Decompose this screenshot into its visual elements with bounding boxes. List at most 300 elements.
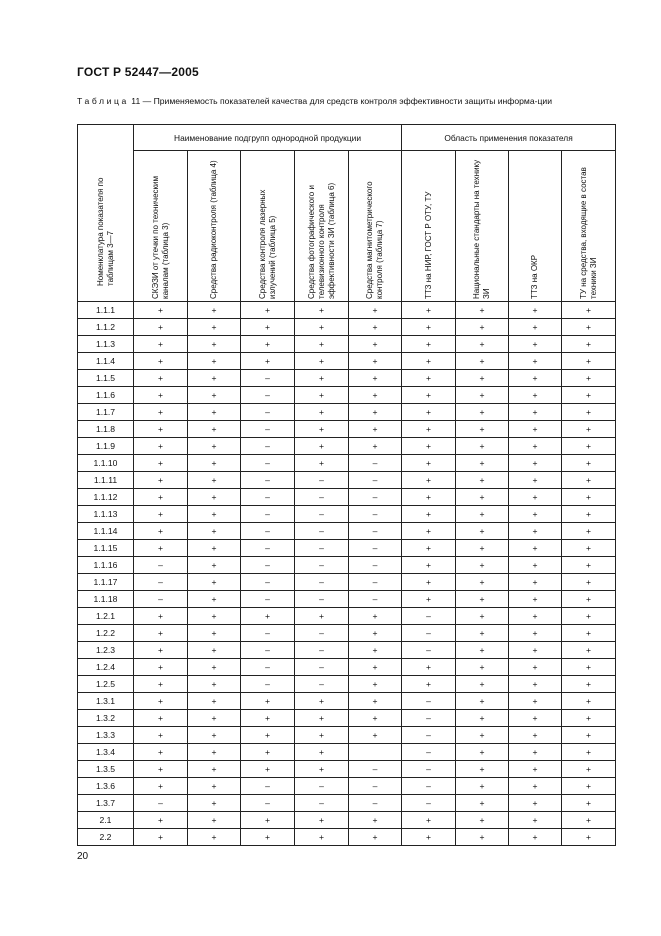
- table-cell: +: [562, 455, 616, 472]
- table-row: [78, 693, 616, 710]
- table-cell: +: [134, 676, 188, 693]
- table-cell: –: [241, 438, 295, 455]
- table-cell: +: [456, 319, 509, 336]
- table-cell: +: [509, 812, 562, 829]
- row-id-cell: 1.1.11: [78, 472, 134, 489]
- table-cell: +: [456, 744, 509, 761]
- table-cell: –: [349, 761, 402, 778]
- table-row: [78, 489, 616, 506]
- group-header-application: Область применения показателя: [402, 125, 616, 151]
- table-cell: –: [241, 370, 295, 387]
- table-cell: +: [188, 710, 241, 727]
- table-cell: +: [188, 727, 241, 744]
- table-cell: +: [509, 472, 562, 489]
- table-cell: –: [349, 523, 402, 540]
- row-id-cell: 1.1.10: [78, 455, 134, 472]
- table-cell: –: [349, 472, 402, 489]
- column-header-label: ТУ на средства, входящие в состав техники ЗИ: [578, 167, 598, 299]
- table-cell: +: [188, 812, 241, 829]
- table-cell: +: [134, 489, 188, 506]
- table-cell: +: [562, 608, 616, 625]
- table-cell: +: [509, 591, 562, 608]
- table-cell: +: [456, 693, 509, 710]
- table-cell: +: [349, 659, 402, 676]
- table-cell: –: [134, 574, 188, 591]
- table-cell: –: [241, 387, 295, 404]
- caption-number: 11: [131, 96, 141, 106]
- table-cell: +: [509, 421, 562, 438]
- row-id-cell: 1.1.4: [78, 353, 134, 370]
- table-cell: –: [295, 795, 349, 812]
- table-row: [78, 387, 616, 404]
- table-cell: –: [241, 489, 295, 506]
- table-cell: –: [349, 506, 402, 523]
- table-cell: +: [349, 387, 402, 404]
- table-cell: +: [456, 404, 509, 421]
- table-cell: +: [134, 472, 188, 489]
- row-id-cell: 1.1.8: [78, 421, 134, 438]
- table-row: [78, 591, 616, 608]
- table-row: [78, 778, 616, 795]
- table-cell: +: [188, 557, 241, 574]
- table-row: [78, 829, 616, 846]
- table-cell: +: [562, 642, 616, 659]
- table-cell: +: [562, 404, 616, 421]
- table-cell: +: [402, 370, 456, 387]
- table-cell: –: [241, 523, 295, 540]
- table-cell: +: [562, 727, 616, 744]
- table-row: [78, 710, 616, 727]
- table-cell: +: [456, 557, 509, 574]
- table-row: [78, 540, 616, 557]
- row-id-cell: 1.1.14: [78, 523, 134, 540]
- table-row: [78, 659, 616, 676]
- column-header: [402, 151, 456, 302]
- table-cell: +: [188, 744, 241, 761]
- table-cell: –: [295, 778, 349, 795]
- table-cell: +: [509, 455, 562, 472]
- table-cell: –: [402, 625, 456, 642]
- table-cell: +: [562, 761, 616, 778]
- table-row: [78, 506, 616, 523]
- table-cell: +: [509, 659, 562, 676]
- table-cell: –: [134, 557, 188, 574]
- table-cell: +: [402, 557, 456, 574]
- table-row: [78, 812, 616, 829]
- table-cell: +: [349, 829, 402, 846]
- table-row: [78, 404, 616, 421]
- table-cell: +: [456, 710, 509, 727]
- table-cell: +: [134, 387, 188, 404]
- table-cell: –: [402, 608, 456, 625]
- table-row: [78, 353, 616, 370]
- table-cell: +: [456, 591, 509, 608]
- table-cell: +: [562, 472, 616, 489]
- table-cell: +: [509, 608, 562, 625]
- table-cell: +: [188, 319, 241, 336]
- table-cell: +: [456, 659, 509, 676]
- row-id-cell: 1.1.12: [78, 489, 134, 506]
- table-cell: +: [134, 455, 188, 472]
- table-cell: +: [134, 353, 188, 370]
- table-row: [78, 642, 616, 659]
- table-cell: –: [295, 659, 349, 676]
- table-cell: –: [349, 489, 402, 506]
- table-cell: –: [295, 625, 349, 642]
- table-cell: –: [295, 489, 349, 506]
- table-cell: +: [402, 489, 456, 506]
- table-cell: +: [134, 540, 188, 557]
- row-id-cell: 2.2: [78, 829, 134, 846]
- table-cell: +: [134, 506, 188, 523]
- table-cell: +: [562, 795, 616, 812]
- table-row: [78, 438, 616, 455]
- table-cell: +: [295, 710, 349, 727]
- table-cell: +: [349, 625, 402, 642]
- table-cell: –: [349, 591, 402, 608]
- table-cell: +: [241, 608, 295, 625]
- table-cell: +: [562, 438, 616, 455]
- table-cell: +: [509, 404, 562, 421]
- table-cell: –: [241, 421, 295, 438]
- table-cell: +: [562, 778, 616, 795]
- table-cell: +: [456, 540, 509, 557]
- table-cell: +: [188, 574, 241, 591]
- table-cell: –: [295, 642, 349, 659]
- table-cell: –: [241, 659, 295, 676]
- table-cell: +: [456, 387, 509, 404]
- table-cell: +: [509, 693, 562, 710]
- table-cell: +: [188, 370, 241, 387]
- table-cell: –: [349, 455, 402, 472]
- table-cell: +: [134, 421, 188, 438]
- table-cell: +: [134, 523, 188, 540]
- table-cell: +: [509, 319, 562, 336]
- table-cell: +: [188, 438, 241, 455]
- table-row: [78, 761, 616, 778]
- table-cell: +: [402, 676, 456, 693]
- table-cell: +: [456, 761, 509, 778]
- table-cell: +: [188, 693, 241, 710]
- table-cell: –: [402, 710, 456, 727]
- row-id-cell: 1.1.7: [78, 404, 134, 421]
- table-cell: +: [295, 455, 349, 472]
- table-cell: +: [402, 574, 456, 591]
- table-cell: +: [456, 506, 509, 523]
- table-cell: –: [134, 795, 188, 812]
- table-cell: +: [188, 778, 241, 795]
- table-cell: +: [134, 659, 188, 676]
- table-cell: +: [134, 642, 188, 659]
- document-code: ГОСТ Р 52447—2005: [77, 65, 199, 79]
- table-cell: –: [134, 591, 188, 608]
- table-cell: +: [134, 812, 188, 829]
- table-cell: +: [456, 642, 509, 659]
- table-cell: +: [456, 829, 509, 846]
- table-cell: +: [562, 557, 616, 574]
- table-cell: +: [456, 523, 509, 540]
- row-id-cell: 1.1.2: [78, 319, 134, 336]
- table-cell: –: [295, 574, 349, 591]
- table-cell: +: [134, 370, 188, 387]
- table-cell: +: [402, 540, 456, 557]
- column-header: [241, 151, 295, 302]
- table-row: [78, 676, 616, 693]
- table-cell: +: [241, 744, 295, 761]
- table-row: [78, 625, 616, 642]
- table-row: [78, 574, 616, 591]
- table-cell: +: [349, 676, 402, 693]
- table-cell: +: [402, 812, 456, 829]
- table-cell: +: [456, 370, 509, 387]
- row-id-cell: 2.1: [78, 812, 134, 829]
- table-cell: +: [402, 659, 456, 676]
- column-header-label: Средства магнитометрического контроля (таблица 7): [365, 181, 385, 299]
- table-cell: +: [456, 421, 509, 438]
- table-cell: –: [295, 540, 349, 557]
- table-cell: +: [349, 421, 402, 438]
- table-cell: +: [134, 829, 188, 846]
- group-header-products: Наименование подгрупп однородной продукции: [134, 125, 402, 151]
- table-cell: +: [295, 336, 349, 353]
- table-cell: +: [509, 506, 562, 523]
- table-cell: +: [509, 353, 562, 370]
- column-header-label: Средства контроля лазерных излучений (таблица 5): [257, 189, 277, 299]
- table-cell: +: [456, 812, 509, 829]
- row-id-cell: 1.1.17: [78, 574, 134, 591]
- table-row: [78, 421, 616, 438]
- table-cell: +: [402, 455, 456, 472]
- table-cell: +: [241, 693, 295, 710]
- table-cell: +: [562, 693, 616, 710]
- row-id-cell: 1.3.7: [78, 795, 134, 812]
- table-cell: –: [349, 557, 402, 574]
- table-cell: +: [295, 404, 349, 421]
- row-id-cell: 1.1.16: [78, 557, 134, 574]
- table-cell: –: [295, 557, 349, 574]
- table-cell: +: [562, 336, 616, 353]
- table-cell: +: [509, 489, 562, 506]
- table-cell: –: [241, 472, 295, 489]
- table-cell: +: [562, 625, 616, 642]
- table-cell: +: [349, 302, 402, 319]
- table-cell: +: [509, 710, 562, 727]
- table-cell: +: [509, 744, 562, 761]
- table-cell: +: [241, 812, 295, 829]
- row-id-cell: 1.2.2: [78, 625, 134, 642]
- table-cell: +: [509, 557, 562, 574]
- table-cell: –: [241, 642, 295, 659]
- table-cell: –: [402, 727, 456, 744]
- table-cell: +: [509, 727, 562, 744]
- table-cell: +: [402, 523, 456, 540]
- table-cell: +: [562, 574, 616, 591]
- table-cell: +: [349, 353, 402, 370]
- table-cell: +: [562, 370, 616, 387]
- table-cell: +: [402, 421, 456, 438]
- table-cell: –: [402, 761, 456, 778]
- table-cell: +: [349, 693, 402, 710]
- table-cell: –: [241, 625, 295, 642]
- table-cell: +: [402, 336, 456, 353]
- table-cell: +: [456, 472, 509, 489]
- table-cell: +: [188, 302, 241, 319]
- table-cell: –: [241, 404, 295, 421]
- column-header: [188, 151, 241, 302]
- table-cell: +: [349, 727, 402, 744]
- table-cell: +: [456, 608, 509, 625]
- row-id-cell: 1.1.5: [78, 370, 134, 387]
- column-header: [456, 151, 509, 302]
- table-cell: –: [241, 506, 295, 523]
- table-cell: +: [562, 387, 616, 404]
- table-cell: –: [402, 693, 456, 710]
- table-cell: –: [349, 540, 402, 557]
- table-cell: +: [402, 472, 456, 489]
- row-id-cell: 1.1.9: [78, 438, 134, 455]
- column-header: [134, 151, 188, 302]
- table-cell: +: [134, 710, 188, 727]
- table-cell: –: [349, 778, 402, 795]
- table-row: [78, 455, 616, 472]
- table-cell: +: [509, 302, 562, 319]
- table-cell: +: [295, 727, 349, 744]
- table-cell: +: [188, 421, 241, 438]
- table-cell: –: [295, 523, 349, 540]
- table-cell: +: [241, 353, 295, 370]
- table-cell: +: [562, 506, 616, 523]
- row-id-cell: 1.3.5: [78, 761, 134, 778]
- table-cell: +: [241, 336, 295, 353]
- table-row: [78, 795, 616, 812]
- table-cell: +: [509, 625, 562, 642]
- table-cell: +: [188, 353, 241, 370]
- table-cell: –: [402, 744, 456, 761]
- table-cell: +: [134, 625, 188, 642]
- table-cell: +: [349, 642, 402, 659]
- row-id-cell: 1.3.3: [78, 727, 134, 744]
- row-header-cell: [78, 125, 134, 302]
- table-row: [78, 336, 616, 353]
- column-header: [295, 151, 349, 302]
- applicability-table: [77, 124, 616, 846]
- table-cell: +: [509, 642, 562, 659]
- row-id-cell: 1.3.6: [78, 778, 134, 795]
- table-cell: +: [349, 404, 402, 421]
- table-cell: +: [134, 319, 188, 336]
- table-cell: +: [509, 336, 562, 353]
- table-cell: +: [188, 540, 241, 557]
- table-cell: +: [349, 812, 402, 829]
- table-cell: –: [295, 472, 349, 489]
- table-cell: +: [349, 370, 402, 387]
- table-cell: +: [456, 336, 509, 353]
- table-cell: [349, 744, 402, 761]
- table-cell: +: [295, 693, 349, 710]
- table-cell: +: [402, 302, 456, 319]
- table-cell: +: [134, 608, 188, 625]
- column-header-label: СКЭЗИ от утечки по техническим каналам (таблица 3): [150, 175, 170, 299]
- table-cell: +: [295, 387, 349, 404]
- table-cell: +: [402, 387, 456, 404]
- table-cell: –: [295, 506, 349, 523]
- table-cell: +: [295, 608, 349, 625]
- table-cell: +: [134, 727, 188, 744]
- table-cell: +: [402, 404, 456, 421]
- table-cell: +: [188, 761, 241, 778]
- table-cell: +: [509, 676, 562, 693]
- table-cell: –: [349, 574, 402, 591]
- table-cell: +: [241, 319, 295, 336]
- table-caption: [77, 96, 617, 107]
- table-cell: +: [188, 642, 241, 659]
- table-cell: –: [241, 778, 295, 795]
- table-cell: +: [562, 302, 616, 319]
- table-cell: +: [295, 744, 349, 761]
- table-cell: +: [295, 829, 349, 846]
- table-cell: +: [349, 336, 402, 353]
- page-number: 20: [77, 851, 89, 862]
- table-cell: +: [562, 421, 616, 438]
- table-cell: +: [562, 523, 616, 540]
- table-cell: +: [509, 795, 562, 812]
- column-header-label: ТТЗ на НИР, ГОСТ Р ОТУ, ТУ: [423, 191, 433, 299]
- table-cell: +: [402, 829, 456, 846]
- table-row: [78, 472, 616, 489]
- row-id-cell: 1.3.2: [78, 710, 134, 727]
- table-cell: +: [402, 319, 456, 336]
- table-cell: +: [134, 336, 188, 353]
- table-cell: +: [188, 591, 241, 608]
- table-cell: –: [241, 591, 295, 608]
- table-cell: +: [134, 302, 188, 319]
- row-id-cell: 1.1.18: [78, 591, 134, 608]
- row-id-cell: 1.1.3: [78, 336, 134, 353]
- column-header-label: Национальные стандарты на технику ЗИ: [472, 159, 492, 299]
- table-cell: +: [188, 659, 241, 676]
- table-cell: –: [295, 676, 349, 693]
- table-cell: +: [134, 693, 188, 710]
- caption-text: — Применяемость показателей качества для средств контроля эффективности защиты информа-ции: [142, 96, 553, 106]
- caption-label: Таблица: [77, 96, 129, 106]
- row-id-cell: 1.1.6: [78, 387, 134, 404]
- table-cell: +: [188, 506, 241, 523]
- column-header: [562, 151, 616, 302]
- table-cell: +: [134, 438, 188, 455]
- table-row: [78, 557, 616, 574]
- table-cell: +: [562, 744, 616, 761]
- table-cell: +: [402, 353, 456, 370]
- table-cell: +: [402, 506, 456, 523]
- row-id-cell: 1.3.4: [78, 744, 134, 761]
- table-cell: +: [295, 761, 349, 778]
- table-cell: +: [241, 710, 295, 727]
- table-cell: +: [562, 812, 616, 829]
- table-cell: +: [295, 319, 349, 336]
- column-header-label: Средства фотографического и телевизионного контроля эффективности ЗИ (таблица 6): [306, 182, 336, 299]
- table-cell: +: [188, 523, 241, 540]
- table-cell: +: [295, 421, 349, 438]
- table-cell: +: [562, 659, 616, 676]
- table-cell: +: [188, 608, 241, 625]
- table-cell: +: [402, 591, 456, 608]
- table-cell: +: [456, 574, 509, 591]
- table-cell: –: [402, 795, 456, 812]
- table-row: [78, 319, 616, 336]
- table-cell: +: [134, 744, 188, 761]
- table-cell: +: [456, 489, 509, 506]
- table-cell: +: [509, 778, 562, 795]
